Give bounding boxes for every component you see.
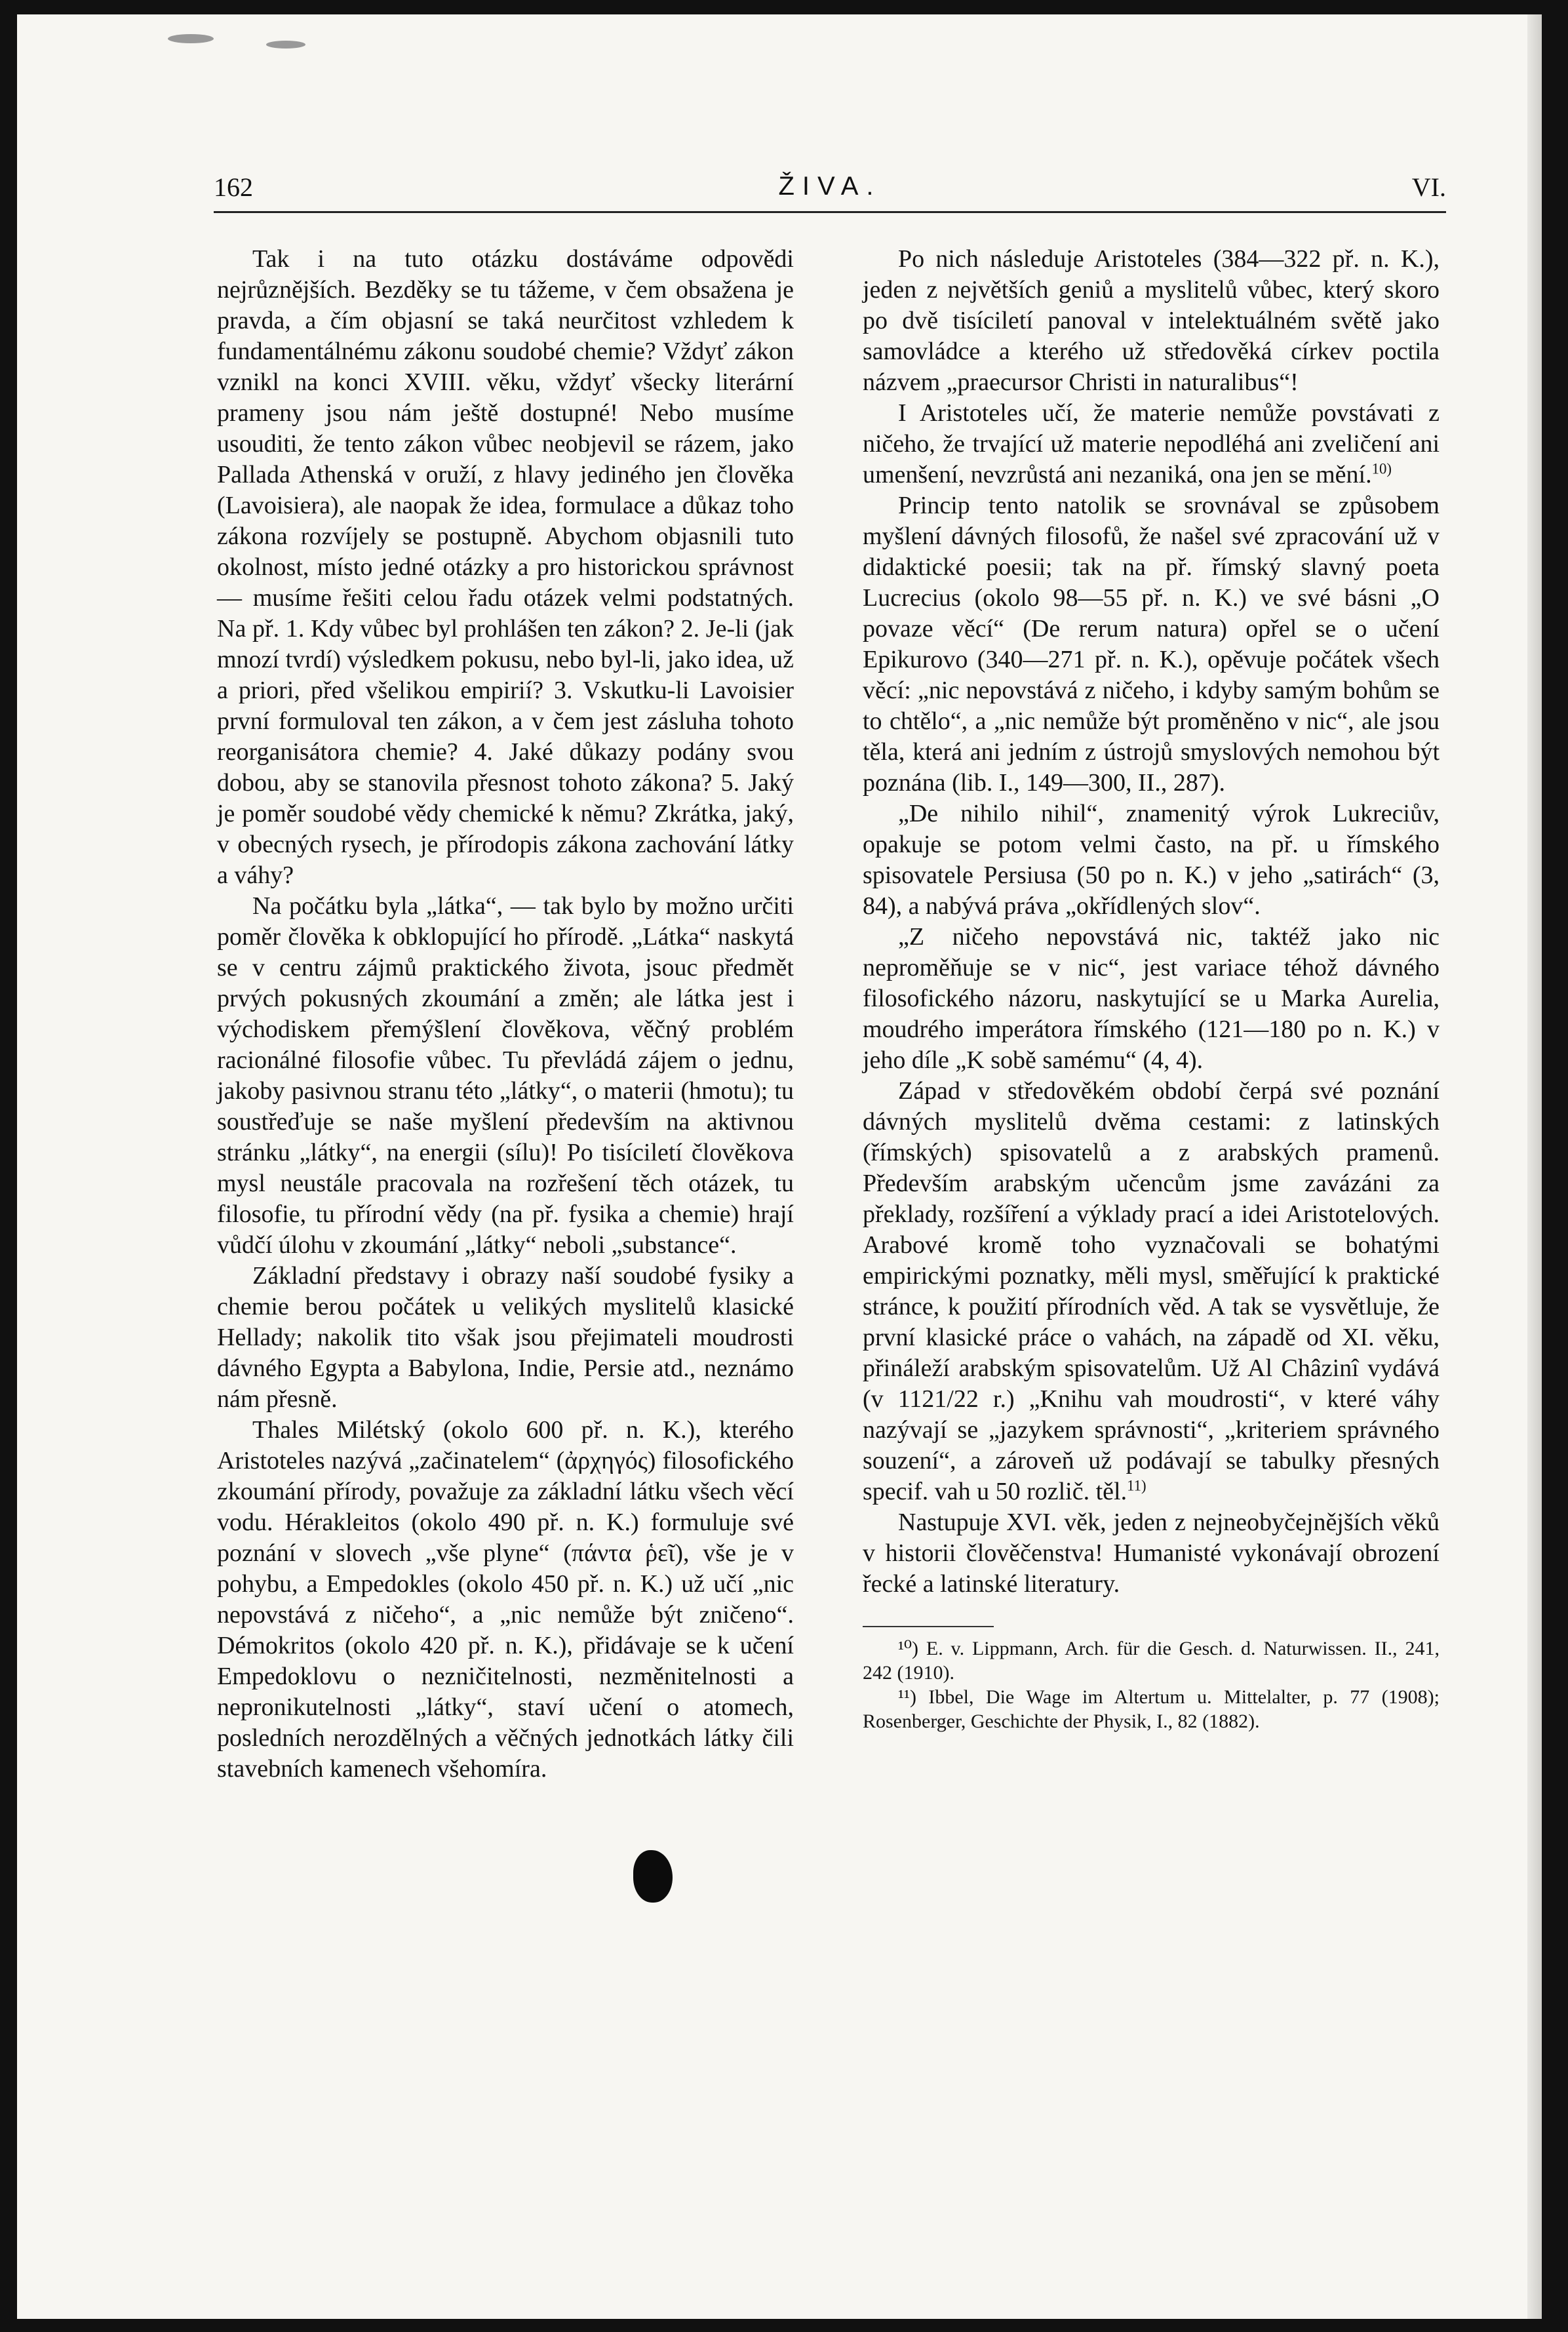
paragraph: Princip tento natolik se srovnával se způsobem myšlení dávných filosofů, že našel své zpracování už v didaktické poesii; tak na př. římský slavný poeta Lucrecius (okolo 98—55 př. n. K.) ve své básni „O povaze věcí“ (De rerum natura) opřel se o učení Epikurovo (340—271 př. n. K.), opěvuje počátek všech věcí: „nic nepovstává z ničeho, i kdyby samým bohům se to chtělo“, a „nic nemůže být proměněno v nic“, ale jsou těla, která ani jedním z ústrojů smyslových nemohou být poznána (lib. I., 149—300, II., 287). [863, 492, 1440, 797]
paragraph: Základní představy i obrazy naší soudobé fysiky a chemie berou počátek u velikých myslitelů klasické Hellady; nakolik tito však jsou přejimateli moudrosti dávného Egypta a Babylona, Indie, Persie atd., neznámo nám přesně. [217, 1262, 794, 1413]
paragraph: Thales Milétský (okolo 600 př. n. K.), kterého Aristoteles nazývá „začinatelem“ (ἀρχηγός) filosofického zkoumání přírody, považuje za základní látku všech věcí vodu. Hérakleitos (okolo 490 př. n. K.) formuluje své poznání v slovech „vše plyne“ (πάντα ῥεῖ), vše je v pohybu, a Empedokles (okolo 450 př. n. K.) už učí „nic nepovstává z ničeho“, a „nic nemůže být zničeno“. Démokritos (okolo 420 př. n. K.), přidávaje se k učení Empedoklovu o nezničitelnosti, nezměnitelnosti a nepronikutelnosti „látky“, staví učení o atomech, posledních nerozdělných a věčných jednotkách látky čili stavebních kamenech všehomíra. [217, 1416, 794, 1783]
left-column [217, 244, 794, 1785]
footnote: ¹⁰) E. v. Lippmann, Arch. für die Gesch. d. Naturwissen. II., 241, 242 (1910). [863, 1638, 1440, 1684]
paragraph: Tak i na tuto otázku dostáváme odpovědi nejrůznějších. Bezděky se tu tážeme, v čem obsažena je pravda, a čím objasní se taká neurčitost vzhledem k fundamentálnému zákonu soudobé chemie? Vždyť zákon vznikl na konci XVIII. věku, vždyť všecky literární prameny jsou nám ještě dostupné! Nebo musíme usouditi, že tento zákon vůbec neobjevil se rázem, jako Pallada Athenská v oruží, z hlavy jediného jen člověka (Lavoisiera), ale naopak že idea, formulace a důkaz toho zákona rozvíjely se postupně. Abychom objasnili tuto okolnost, místo jedné otázky a pro historickou správnost — musíme řešiti celou řadu otázek velmi podstatných. Na př. 1. Kdy vůbec byl prohlášen ten zákon? 2. Je-li (jak mnozí tvrdí) výsledkem pokusu, nebo byl-li, jako idea, už a priori, před všelikou empirií? 3. Vskutku-li Lavoisier první formuloval ten zákon, a v čem jest zásluha tohoto reorganisátora chemie? 4. Jaké důkazy podány svou dobou, aby se stanovila přesnost tohoto zákona? 5. Jaký je poměr soudobé vědy chemické k němu? Zkrátka, jaký, v obecných rysech, je přírodopis zákona zachování látky a váhy? [217, 245, 794, 889]
page-number: 162 [214, 172, 253, 202]
ink-blot [633, 1850, 673, 1903]
footnote: ¹¹) Ibbel, Die Wage im Altertum u. Mittelalter, p. 77 (1908); Rosenberger, Geschichte der Physik, I., 82 (1882). [863, 1686, 1440, 1732]
paragraph: „Z ničeho nepovstává nic, taktéž jako nic neproměňuje se v nic“, jest variace téhož dávného filosofického názoru, naskytující se u Marka Aurelia, moudrého imperátora římského (121—180 po n. K.) v jeho díle „K sobě samému“ (4, 4). [863, 923, 1440, 1074]
footnote-ref: 11) [1127, 1477, 1147, 1494]
header-rule [214, 211, 1446, 213]
page [17, 14, 1542, 2319]
paragraph-text: Západ v středověkém období čerpá své poznání dávných myslitelů dvěma cestami: z latinských (římských) spisovatelů a z arabských pramenů. Především arabským učencům jsme zavázáni za překlady, rozšíření a výklady prací a idei Aristotelových. Arabové kromě toho vyznačovali se bohatými empirickými poznatky, měli mysl, směřující k praktické stránce, k použití přírodních věd. A tak se vysvětluje, že první klasické práce o vahách, na západě od XI. věku, přináleží arabským spisovatelům. Už Al Châzinî vydává (v 1121/22 r.) „Knihu vah moudrosti“, v které váhy nazývají se „jazykem správnosti“, „kriteriem správného souzení“, a zároveň už podávají se tabulky přesných specif. vah u 50 rozlič. těl. [863, 1077, 1440, 1505]
journal-title: ŽIVA. [778, 172, 882, 201]
paragraph: „De nihilo nihil“, znamenitý výrok Lukreciův, opakuje se potom velmi často, na př. u římského spisovatele Persiusa (50 po n. K.) v jeho „satirách“ (3, 84), a nabývá práva „okřídlených slov“. [863, 800, 1440, 920]
paragraph: Nastupuje XVI. věk, jeden z nejneobyčejnějších věků v historii člověčenstva! Humanisté vykonávají obrození řecké a latinské literatury. [863, 1509, 1440, 1598]
print-speck [168, 34, 214, 43]
volume-number: VI. [1411, 172, 1446, 202]
paragraph [863, 398, 1440, 490]
page-binding-edge [1527, 14, 1542, 2319]
running-header [214, 172, 1446, 211]
footnote-ref: 10) [1371, 460, 1392, 477]
footnote-rule [863, 1626, 994, 1627]
paragraph-text: I Aristoteles učí, že materie nemůže povstávati z ničeho, že trvající už materie nepodléhá ani zveličení ani umenšení, nevzrůstá ani nezaniká, ona jen se mění. [863, 399, 1440, 488]
print-speck [266, 41, 305, 49]
paragraph [863, 1076, 1440, 1507]
paragraph: Na počátku byla „látka“, — tak bylo by možno určiti poměr člověka k obklopující ho přírodě. „Látka“ naskytá se v centru zájmů praktického života, jsouc předmět prvých pokusných zkoumání a změn; ale látka jest i východiskem přemýšlení člověkova, věčný problém racionálné filosofie vůbec. Tu převládá zájem o jednu, jakoby pasivnou stranu této „látky“, o materii (hmotu); tu soustřeďuje se naše myšlení především na aktivnou stránku „látky“, na energii (sílu)! Po tisíciletí člověkova mysl neustále pracovala na rozřešení těch otázek, tu filosofie, tu přírodní vědy (na př. fysika a chemie) hrají vůdčí úlohu v zkoumání „látky“ neboli „substance“. [217, 892, 794, 1259]
paragraph: Po nich následuje Aristoteles (384—322 př. n. K.), jeden z největších geniů a myslitelů vůbec, který skoro po dvě tisíciletí panoval v intelektuálném světě jako samovládce a kterého už středověká církev poctila názvem „praecursor Christi in naturalibus“! [863, 245, 1440, 396]
right-column [863, 244, 1440, 1733]
